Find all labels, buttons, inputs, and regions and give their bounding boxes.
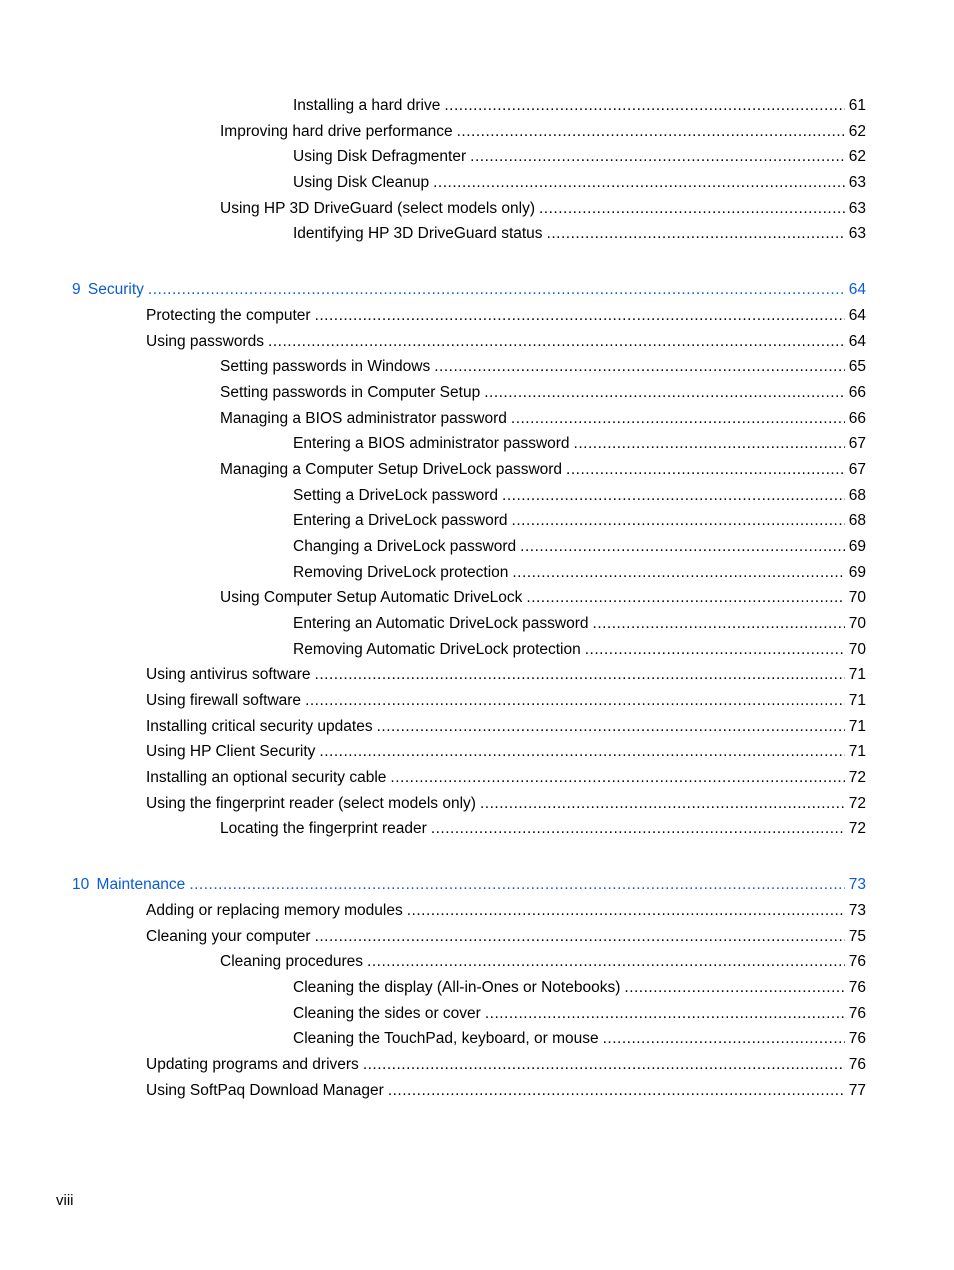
toc-entry-title: Managing a BIOS administrator password — [220, 410, 507, 427]
toc-entry-page: 68 — [848, 487, 866, 504]
toc-entry-page: 63 — [848, 200, 866, 217]
toc-entry-link[interactable] — [146, 1055, 866, 1075]
toc-entry-link[interactable] — [220, 383, 866, 403]
toc-dot-leader — [470, 147, 845, 167]
toc-entry-title: Cleaning procedures — [220, 953, 364, 970]
toc-entry-page: 61 — [848, 97, 866, 114]
toc-entry-title: Cleaning the sides or cover — [293, 1005, 481, 1022]
toc-entry-page: 64 — [848, 307, 866, 324]
toc-entry-title: Adding or replacing memory modules — [146, 902, 403, 919]
toc-entry-title: Setting a DriveLock password — [293, 487, 499, 504]
toc-entry-title: Removing DriveLock protection — [293, 564, 509, 581]
toc-entry-page: 76 — [848, 979, 866, 996]
toc-entry-link[interactable] — [146, 332, 866, 352]
toc-dot-leader — [547, 224, 845, 244]
toc-entry-link[interactable] — [146, 742, 866, 762]
toc-dot-leader — [520, 537, 845, 557]
toc-entry-title: Using Disk Defragmenter — [293, 148, 467, 165]
toc-entry-page: 73 — [848, 902, 866, 919]
toc-dot-leader — [485, 1004, 845, 1024]
toc-chapter-link[interactable] — [72, 875, 866, 895]
toc-entry-link[interactable] — [146, 794, 866, 814]
toc-dot-leader — [319, 742, 844, 762]
toc-entry-title: Installing an optional security cable — [146, 769, 387, 786]
toc-entry-page: 68 — [848, 512, 866, 529]
toc-dot-leader — [305, 691, 845, 711]
toc-dot-leader — [315, 665, 845, 685]
toc-entry-title: Entering a BIOS administrator password — [293, 435, 570, 452]
toc-dot-leader — [593, 614, 845, 634]
toc-entry-link[interactable] — [293, 978, 866, 998]
toc-entry-title: Installing a hard drive — [293, 97, 441, 114]
toc-entry-link[interactable] — [293, 1004, 866, 1024]
toc-entry-page: 76 — [848, 1056, 866, 1073]
toc-entry-page: 63 — [848, 225, 866, 242]
toc-entry-title: Using the fingerprint reader (select models only) — [146, 795, 476, 812]
toc-entry-link[interactable] — [220, 357, 866, 377]
toc-entry-title: Locating the fingerprint reader — [220, 820, 427, 837]
toc-dot-leader — [585, 640, 845, 660]
toc-dot-leader — [315, 306, 845, 326]
toc-entry-title: Using HP 3D DriveGuard (select models only) — [220, 200, 535, 217]
toc-entry-page: 76 — [848, 1005, 866, 1022]
toc-dot-leader — [574, 434, 845, 454]
toc-entry-title: Installing critical security updates — [146, 718, 373, 735]
toc-entry-page: 70 — [848, 615, 866, 632]
toc-entry-link[interactable] — [146, 691, 866, 711]
toc-entry-link[interactable] — [220, 199, 866, 219]
toc-entry-link[interactable] — [146, 927, 866, 947]
toc-entry-page: 71 — [848, 743, 866, 760]
toc-entry-link[interactable] — [293, 224, 866, 244]
toc-dot-leader — [434, 357, 845, 377]
toc-entry-link[interactable] — [146, 768, 866, 788]
toc-dot-leader — [457, 122, 845, 142]
toc-entry-page: 65 — [848, 358, 866, 375]
toc-entry-page: 63 — [848, 174, 866, 191]
toc-entry-link[interactable] — [220, 460, 866, 480]
toc-entry-title: Removing Automatic DriveLock protection — [293, 641, 581, 658]
toc-entry-link[interactable] — [146, 665, 866, 685]
toc-dot-leader — [268, 332, 845, 352]
toc-entry-page: 72 — [848, 820, 866, 837]
toc-entry-link[interactable] — [293, 96, 866, 116]
toc-dot-leader — [148, 280, 845, 300]
toc-entry-link[interactable] — [293, 434, 866, 454]
toc-dot-leader — [431, 819, 845, 839]
toc-entry-page: 73 — [848, 876, 866, 893]
toc-dot-leader — [444, 96, 844, 116]
toc-dot-leader — [512, 563, 844, 583]
toc-dot-leader — [484, 383, 845, 403]
toc-entry-page: 66 — [848, 384, 866, 401]
toc-entry-page: 70 — [848, 641, 866, 658]
toc-entry-page: 62 — [848, 123, 866, 140]
toc-entry-title: Protecting the computer — [146, 307, 311, 324]
toc-entry-title: Using firewall software — [146, 692, 302, 709]
toc-entry-page: 67 — [848, 461, 866, 478]
toc-entry-page: 72 — [848, 769, 866, 786]
toc-entry-link[interactable] — [220, 819, 866, 839]
toc-entry-title: Setting passwords in Windows — [220, 358, 431, 375]
toc-entry-link[interactable] — [293, 486, 866, 506]
toc-entry-title: Using Computer Setup Automatic DriveLock — [220, 589, 523, 606]
toc-entry-title: Managing a Computer Setup DriveLock password — [220, 461, 563, 478]
toc-entry-link[interactable] — [293, 173, 866, 193]
toc-entry-page: 71 — [848, 692, 866, 709]
toc-entry-page: 76 — [848, 953, 866, 970]
toc-entry-title: Using Disk Cleanup — [293, 174, 430, 191]
toc-entry-link[interactable] — [220, 952, 866, 972]
toc-entry-title: Entering an Automatic DriveLock password — [293, 615, 589, 632]
toc-entry-link[interactable] — [293, 1029, 866, 1049]
toc-entry-page: 71 — [848, 718, 866, 735]
toc-entry-page: 70 — [848, 589, 866, 606]
toc-entry-page: 67 — [848, 435, 866, 452]
toc-dot-leader — [511, 409, 845, 429]
toc-entry-link[interactable] — [293, 614, 866, 634]
page-number: viii — [56, 1192, 74, 1209]
toc-entry-title: Entering a DriveLock password — [293, 512, 508, 529]
toc-entry-link[interactable] — [220, 409, 866, 429]
toc-dot-leader — [315, 927, 845, 947]
toc-entry-page: 77 — [848, 1082, 866, 1099]
toc-dot-leader — [526, 588, 844, 608]
toc-entry-link[interactable] — [146, 717, 866, 737]
toc-entry-title: Using SoftPaq Download Manager — [146, 1082, 384, 1099]
toc-entry-title: Using antivirus software — [146, 666, 311, 683]
toc-entry-page: 75 — [848, 928, 866, 945]
toc-entry-title: Using HP Client Security — [146, 743, 316, 760]
toc-entry-link[interactable] — [220, 588, 866, 608]
toc-entry-title: Cleaning the display (All-in-Ones or Notebooks) — [293, 979, 621, 996]
toc-dot-leader — [189, 875, 844, 895]
toc-entry-title: Setting passwords in Computer Setup — [220, 384, 481, 401]
toc-entry-title: Improving hard drive performance — [220, 123, 453, 140]
toc-entry-link[interactable] — [293, 147, 866, 167]
toc-entry-page: 76 — [848, 1030, 866, 1047]
toc-entry-title: 9 Security — [72, 281, 144, 298]
toc-chapter-link[interactable] — [72, 280, 866, 300]
toc-entry-link[interactable] — [220, 122, 866, 142]
toc-entry-page: 72 — [848, 795, 866, 812]
toc-entry-title: Changing a DriveLock password — [293, 538, 517, 555]
toc-entry-page: 66 — [848, 410, 866, 427]
toc-dot-leader — [603, 1029, 845, 1049]
toc-dot-leader — [624, 978, 844, 998]
toc-dot-leader — [377, 717, 845, 737]
toc-dot-leader — [480, 794, 845, 814]
toc-dot-leader — [367, 952, 845, 972]
toc-entry-page: 64 — [848, 333, 866, 350]
toc-entry-title: Cleaning your computer — [146, 928, 311, 945]
toc-entry-title: 10 Maintenance — [72, 876, 186, 893]
toc-dot-leader — [433, 173, 845, 193]
toc-entry-page: 62 — [848, 148, 866, 165]
toc-entry-link[interactable] — [146, 901, 866, 921]
toc-entry-link[interactable] — [293, 640, 866, 660]
toc-dot-leader — [388, 1081, 845, 1101]
toc-dot-leader — [512, 511, 845, 531]
toc-entry-page: 71 — [848, 666, 866, 683]
toc-dot-leader — [407, 901, 845, 921]
toc-entry-page: 69 — [848, 564, 866, 581]
toc-entry-title: Identifying HP 3D DriveGuard status — [293, 225, 543, 242]
toc-entry-page: 69 — [848, 538, 866, 555]
toc-dot-leader — [363, 1055, 845, 1075]
toc-entry-title: Cleaning the TouchPad, keyboard, or mouse — [293, 1030, 599, 1047]
toc-dot-leader — [539, 199, 845, 219]
toc-dot-leader — [390, 768, 844, 788]
toc-entry-link[interactable] — [293, 511, 866, 531]
toc-entry-link[interactable] — [146, 306, 866, 326]
toc-entry-title: Updating programs and drivers — [146, 1056, 359, 1073]
toc-entry-link[interactable] — [293, 563, 866, 583]
toc-entry-title: Using passwords — [146, 333, 265, 350]
toc-entry-link[interactable] — [293, 537, 866, 557]
toc-dot-leader — [566, 460, 845, 480]
toc-entry-link[interactable] — [146, 1081, 866, 1101]
toc-entry-page: 64 — [848, 281, 866, 298]
toc-dot-leader — [502, 486, 845, 506]
